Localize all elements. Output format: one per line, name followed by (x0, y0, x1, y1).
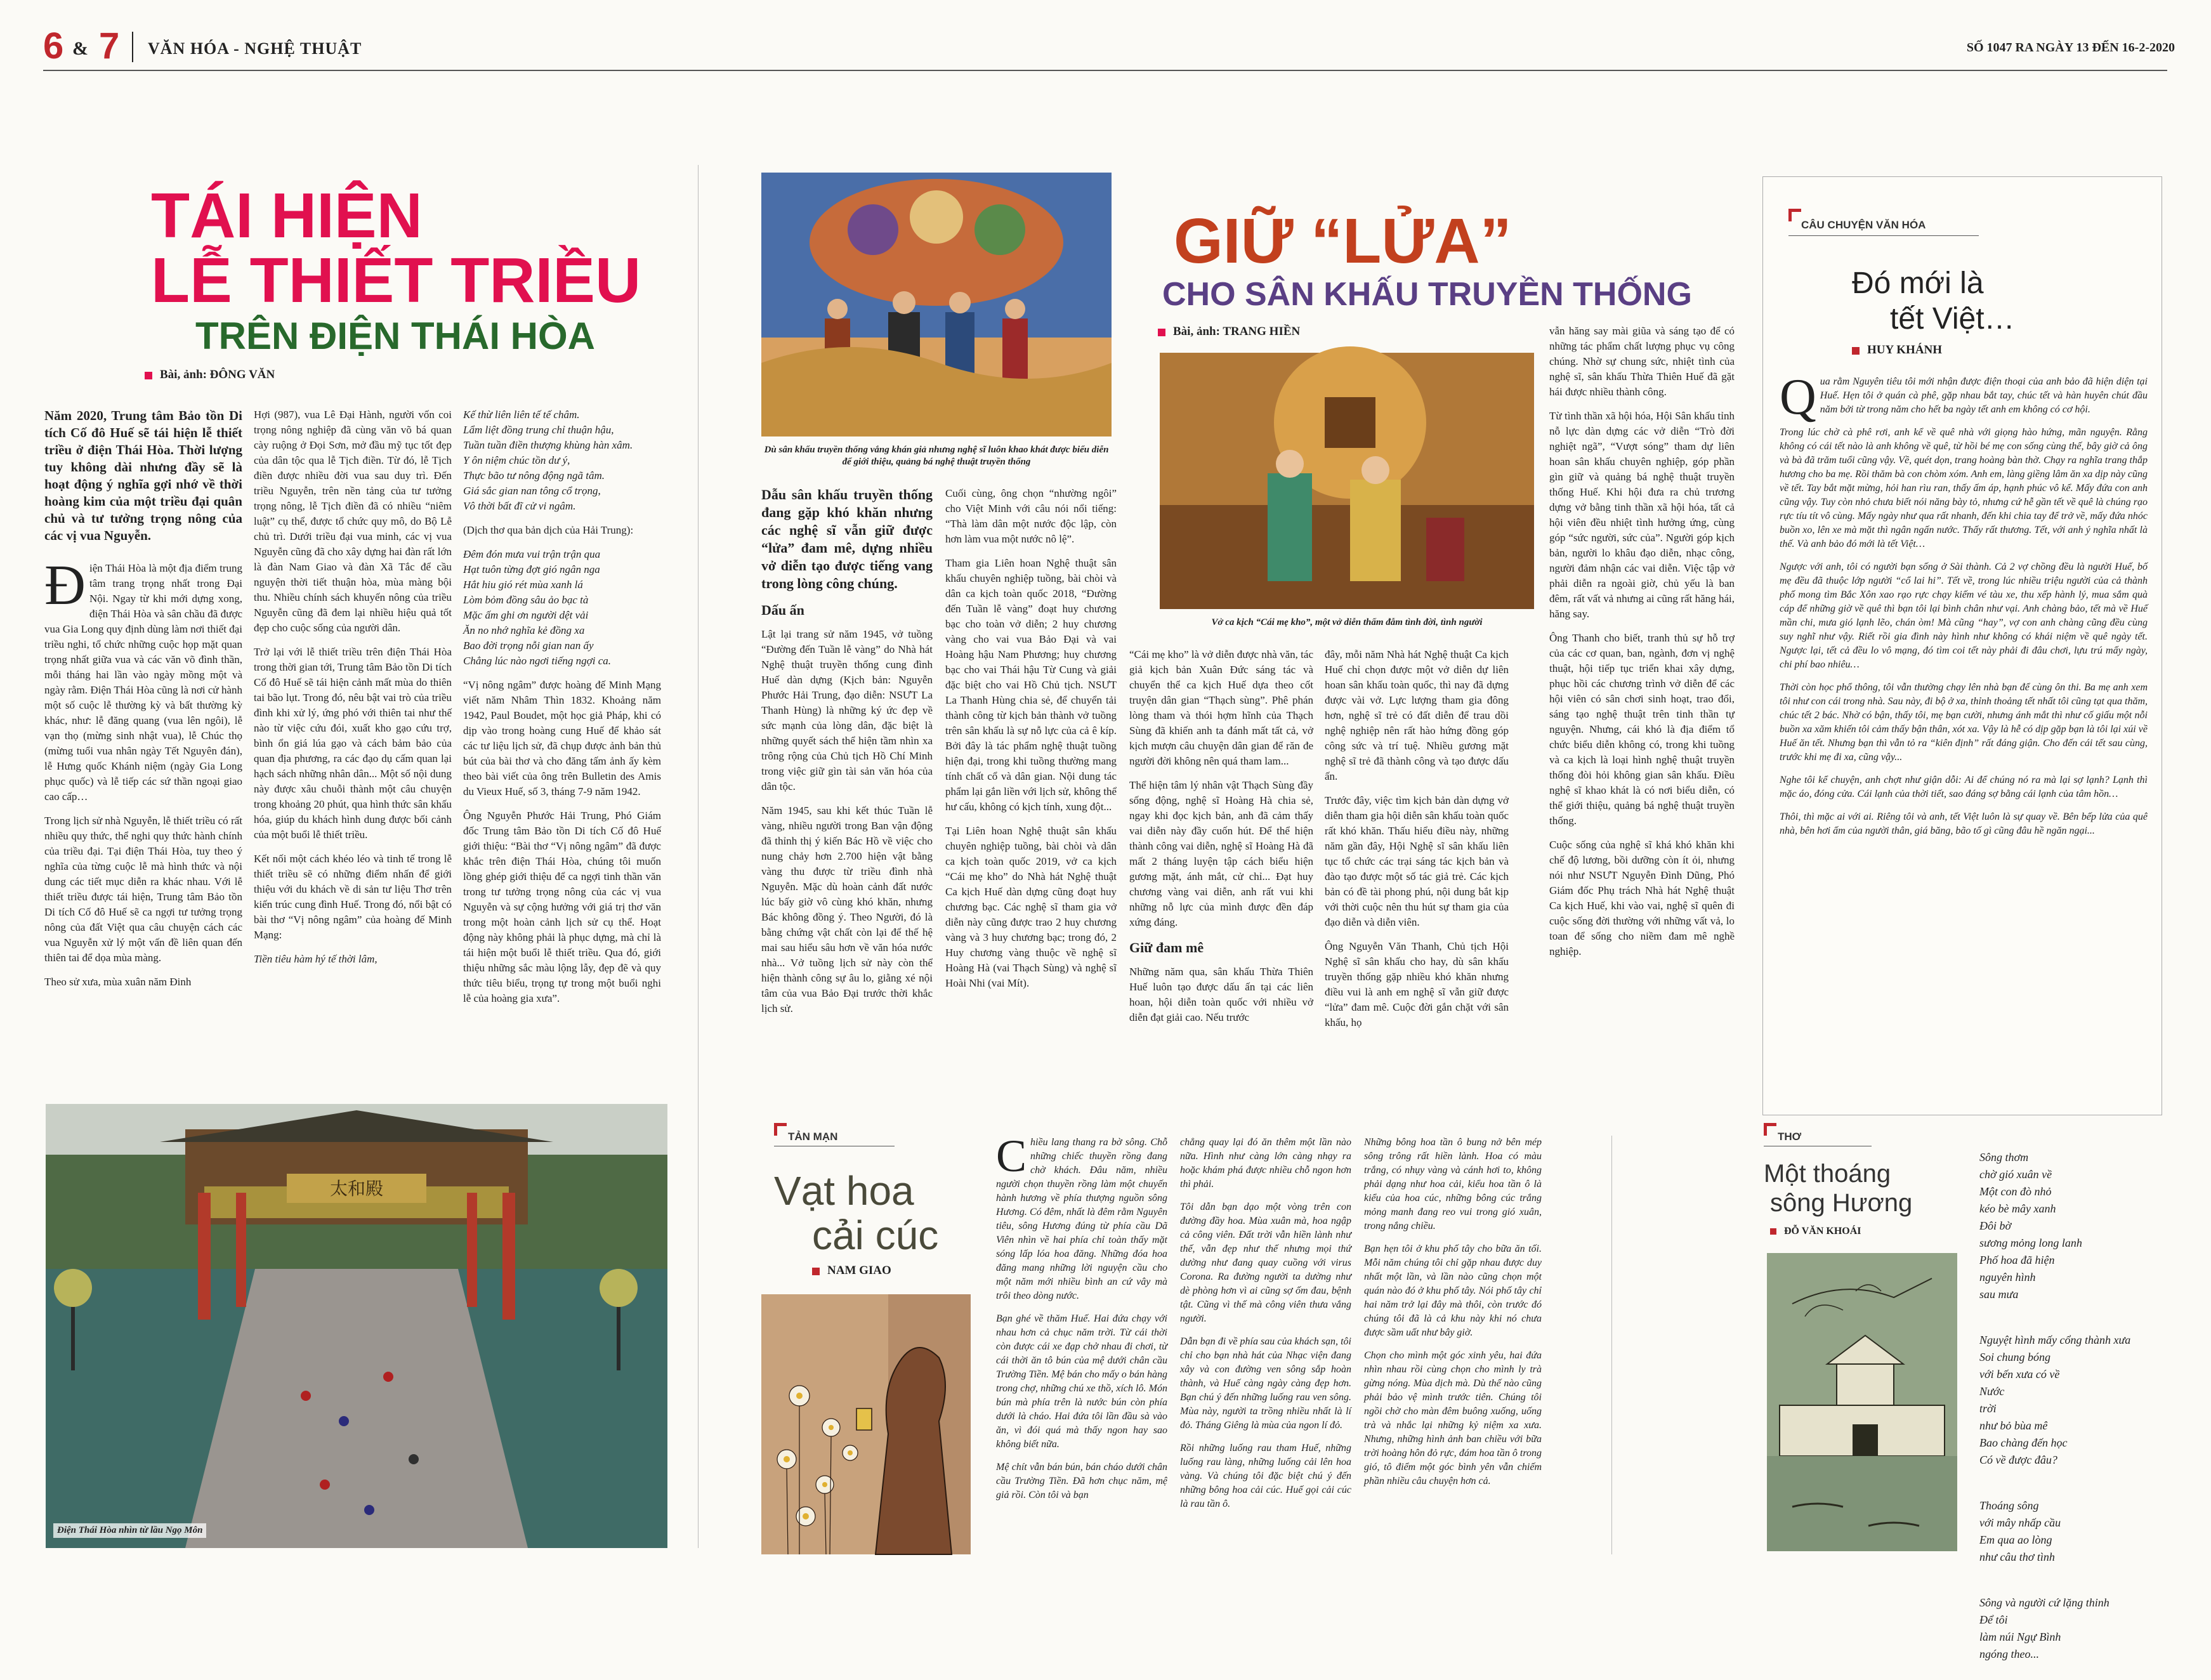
page-number-amp: & (72, 38, 88, 59)
article1-column-2 (254, 407, 452, 976)
article2-column-d (1325, 647, 1509, 1039)
article1-column-1 (44, 407, 242, 999)
page-number-left: 6 (43, 25, 64, 67)
body-paragraph: Tại Liên hoan Nghệ thuật sân khấu chuyên nghiệp tuồng, bài chòi và dân ca kịch toàn quốc 2019, vở ca kịch “Cái mẹ kho” do Nhà hát Nghệ thuật Ca kịch Huế dàn dựng cũng đoạt huy chương bạc. Các nghệ sĩ tham gia vở diễn này cũng được trao 2 huy chương vàng và 3 huy chương bạc; trong đó, 2 Huy chương vàng thuộc về nghệ sĩ Hoàng Hà (vai Thạch Sùng) và nghệ sĩ Hoài Nhi (vai Mít). (945, 825, 1117, 989)
subhead-dau-an: Dấu ấn (761, 602, 804, 618)
article4-title-line1: Vạt hoa (774, 1168, 914, 1214)
body-paragraph: Bạn ghé về thăm Huế. Hai đứa chạy với nhau hơn cả chục năm trời. Từ cái thời còn được cái xe đạp chở nhau đi chơi, từ cái thời ăn tô bún của mệ dưới chân cầu Trường Tiền. Mệ bán cho mấy o bán hàng trong chợ, những chú xe thồ, xích lô. Món bún mà phía trên là nước bún còn phía dưới là cháo. Hai đứa tôi lần đầu sà vào ăn, vì đói quá mà thấy ngon hay sao không biết nữa. (996, 1313, 1167, 1450)
byline-marker (1852, 347, 1860, 355)
body-paragraph: vẫn hăng say mài giũa và sáng tạo để có những tác phẩm chất lượng phục vụ công chúng. Nhờ sự chung sức, nhiệt tình của nghệ sĩ, sân khấu Thừa Thiên Huế đã gặt hái được nhiều thành công. (1549, 325, 1735, 398)
cau-chuyen-van-hoa-box (1762, 176, 2162, 1115)
dropcap: Đ (44, 554, 86, 617)
byline (145, 368, 275, 382)
headline-giu-lua: GIỮ “LỬA” (1174, 206, 1512, 277)
body-paragraph: Tham gia Liên hoan Nghệ thuật sân khấu chuyên nghiệp tuồng, bài chòi và dân ca kịch toàn quốc 2018, “Đường đến Tuần lễ vàng” đoạt huy chương bạc cho toàn vở diễn; 2 huy chương vàng cho vai vua Bảo Đại và vai Hoàng hậu Nam Phương; huy chương bạc cho vai Thái hậu Từ Cung và giải đặc biệt cho vai Hồ Chủ tịch. NSƯT La Thanh Hùng chia sẻ, để chuyển tải thành công từ kịch bản thành vở tuồng trên sân khấu là sự nỗ lực của cả ê kíp. Bởi đây là tác phẩm nghệ thuật tuồng hiện đại, trong khi tuồng thường mang tính chất cổ và dân gian. Nội dung tác phẩm lại gắn liền với lịch sử, không thể hư cấu, không có kịch tính, xung đột... (945, 557, 1117, 813)
headline-line3: TRÊN ĐIỆN THÁI HÒA (195, 315, 595, 357)
article3-title-line2: tết Việt… (1890, 302, 2015, 336)
stage-photo-1 (761, 173, 1112, 436)
poem-line: Tiền tiêu hàm hý tế thời lâm, (254, 953, 377, 965)
body-paragraph: chẳng quay lại đó ăn thêm một lần nào nữa. Hình như càng lớn càng nhạy ra hoặc khám phá được nhiều chỗ ngon hơn thì phải. (1180, 1137, 1351, 1190)
body-paragraph: “Vị nông ngâm” được hoàng đế Minh Mạng viết năm Nhâm Thìn 1832. Khoảng năm 1942, Paul Boudet, một học giả Pháp, khi có dịp vào trong hoàng cung Huế để khảo sát các tư liệu lịch sử, đã chụp được ảnh bản thủ bút của bài thơ và cho đăng tấm ảnh ấy kèm theo bài viết của ông trên Bulletin des Amis du Vieux Huế, số 3, tháng 7-9 năm 1942. (463, 679, 661, 797)
body-paragraph: Chọn cho mình một góc xinh yêu, hai đứa nhìn nhau rồi cùng chọn cho mình ly trà gừng nóng. Mùa dịch mà. Dù thế nào cũng phải bảo vệ mình trước tiên. Chúng tôi ngồi chờ cho màn đêm buông xuống, uống trà và nhắc lại những kỷ niệm xa xưa. Nhưng, những hình ảnh ban chiều với bữa trời hoàng hôn đỏ rực, đám hoa tần ô trong gió, tô điểm một góc bình yên vẫn chiếm phần nhiều câu chuyện hơn cả. (1364, 1350, 1542, 1486)
thai-hoa-illustration (46, 1104, 667, 1548)
poem-stanza-1: Sông thơm chờ gió xuân về Một con đò nhỏ kéo bè mây xanh Đôi bờ sương mỏng long lanh Phố hoa đã hiện nguyên hình sau mưa (1979, 1151, 2082, 1301)
thai-hoa-photo (46, 1104, 667, 1548)
body-paragraph: Lật lại trang sử năm 1945, vở tuồng “Đường đến Tuần lễ vàng” do Nhà hát Nghệ thuật truyền thống cung đình Huế dàn dựng (Kịch bản: Nguyễn Phước Hải Trung, đạo diễn: NSƯT La Thanh Hùng) là những ký ức đẹp về sức mạnh của lòng dân, đặc biệt là những quyết sách thể hiện tầm nhìn xa trông rộng của Chủ tịch Hồ Chí Minh trong việc giữ gìn tài sản văn hóa của dân tộc. (761, 628, 933, 792)
body-paragraph: Dẫn bạn đi về phía sau của khách sạn, tôi chỉ cho bạn nhà hát của Nhạc viện đang xây và con đường ven sông sắp hoàn thành, và Huế càng ngày càng đẹp hơn. Bạn chú ý đến những luống rau ven sông. Mùa này, người ta trồng nhiều nhất là lí đỏ. Tháng Giêng là mùa của ngon lí đỏ. (1180, 1336, 1351, 1431)
byline-marker (812, 1268, 820, 1275)
article3-byline (1852, 343, 1942, 357)
headline-san-khau: CHO SÂN KHẤU TRUYỀN THỐNG (1162, 276, 1692, 313)
body-paragraph: Trở lại với lễ thiết triều trên điện Thái Hòa trong thời gian tới, Trung tâm Bảo tồn Di tích Cố đô Huế sẽ tái hiện cảnh mất mùa do thiên tai bão lụt. Trong đó, nêu bật vai trò của triều đình khi xử lý, ứng phó với thiên tai như thế nào từ việc cứu đói, xuất kho gạo cứu trợ, bình ổn giá lúa gạo và cách bảm bảo của quan địa phương, ra các đạo dụ cấm quan lại hạch sách những nhân dân... Một số nội dung này được xâu chuỗi thành một câu chuyện trong khoảng 20 phút, qua hình thức sân khấu hóa, giúp du khách hình dung được bối cảnh của một buổi lễ thiết triều. (254, 646, 452, 841)
article4-column-1 (996, 1131, 1167, 1511)
stage-photo-2 (1160, 353, 1534, 609)
issue-info: SỐ 1047 RA NGÀY 13 ĐẾN 16-2-2020 (1966, 41, 2175, 55)
byline-text: NAM GIAO (827, 1264, 891, 1277)
column-divider (1611, 1136, 1612, 1554)
byline-marker (1770, 1228, 1776, 1235)
article-mot-thoang-song-huong (1624, 1123, 2182, 1660)
stage-illustration-2 (1160, 353, 1534, 609)
page-header (43, 19, 2175, 70)
article-thiet-trieu (43, 76, 716, 1567)
photo-caption: Điện Thái Hòa nhìn từ lầu Ngọ Môn (53, 1523, 206, 1538)
stage-illustration-1 (761, 173, 1112, 436)
article5-byline (1770, 1226, 1861, 1237)
body-paragraph: iện Thái Hòa là một địa điểm trung tâm trang trọng nhất trong Đại Nội. Ngay từ khi mới dựng xong, điện Thái Hòa và sân chầu đã được vua Gia Long quy định dùng làm nơi thiết đại triều nghi, tổ chức những cuộc họp mặt quan trọng nhất giữa vua và các văn võ đình thần, mỗi tháng hai lần vào ngày mồng một và ngày rằm. Điện Thái Hòa cũng là nơi cử hành một số cuộc lễ thường kỳ và bất thường kỳ khác, như: lễ đăng quang (vua lên ngôi), lễ vạn thọ (mừng sinh nhật vua), lễ Chúc thọ (mừng tuổi vua nhân ngày Tết Nguyên đán), lễ Hưng quốc Khánh niệm (ngày Gia Long phục quốc) và lễ tiếp các sứ thần ngoại giao cao cấp… (44, 562, 242, 803)
body-paragraph: đây, mỗi năm Nhà hát Nghệ thuật Ca kịch Huế chỉ chọn được một vở diễn dự liên hoan sân khấu toàn quốc, thì nay đã dựng được vài vở. Lực lượng tham gia đông hơn, nghệ sĩ trẻ có đất diễn để trau dồi nghệ nghiệp nên rất hào hứng đồng góp công sức và trí tuệ. Nhiều gương mặt nghệ sĩ trẻ đã thành công và tạo được dấu ấn. (1325, 648, 1509, 782)
poem-translation: Đêm đón mưa vui trận trận qua Hạt tuôn từng đợt gió ngân nga Hắt hiu gió rét mùa xanh lá Lòm bỏm đồng sâu ảo bạc tà Mặc ấm ghi ơn người dệt vải Ăn no nhớ nghĩa kẻ đồng xa Bao đời trọng nỗi gian nan ấy Chẳng lúc nào ngơi tiếng ngợi ca. (463, 548, 611, 667)
article4-column-3 (1364, 1136, 1542, 1497)
article-giu-lua (749, 76, 1738, 1104)
body-paragraph: Hợi (987), vua Lê Đại Hành, người vốn coi trọng nông nghiệp đã cùng văn võ bá quan cày ruộng ở Đọi Sơn, mở đầu mỹ tục tốt đẹp của dân tộc qua lễ Tịch điền. Từ đó, lễ Tịch điền được nhiều đời vua sau duy trì. Đến triều Nguyễn, trên nền tảng của tư tưởng trọng nông, lễ Tịch điền đã có nhiều “niêm luật” cụ thể, được tổ chức quy mô, do Bộ Lễ chủ trì. Dưới triều đại vua minh, các vị vua Nguyễn cũng đã cho xây dựng hai đàn rất lớn là đàn Nam Giao và đàn Xã Tắc để cầu nguyện thời tiết thuận hòa, mùa màng bội thu. Nhiều chính sách khuyến nông của triều Nguyễn cũng đã đem lại nhiều hiệu quả tốt đẹp cho cuộc sống của người dân. (254, 409, 452, 634)
subhead-giu-dam-me: Giữ đam mê (1129, 940, 1204, 955)
body-paragraph: Từ tình thần xã hội hóa, Hội Sân khấu tỉnh nỗ lực dàn dựng các vở diễn “Trò đời nghiệt ngã”, “Vượt sóng” tham dự liên hoan sân khấu chuyên nghiệp, góp phần gìn giữ và quảng bá nghệ thuật truyền thống Huế. Khi hội đưa ra chủ trương dựng vở bằng tinh thần xã hội hóa, tất cả hội viên đều nhiệt tình hưởng ứng, cùng góp “sức người, sức của”. Người góp kịch bản, người lo khâu đạo diễn, nhạc công, người đảm nhận các vai diễn. Việc tập vở phải diễn ra ngoài giờ, chủ yếu là ban đêm, rất vất vả nhưng ai cũng rất hăng hái, hăng say. (1549, 410, 1735, 620)
body-paragraph: Cuối cùng, ông chọn “nhường ngôi” cho Việt Minh với câu nói nổi tiếng: “Thà làm dân một nước độc lập, còn hơn làm vua một nước nô lệ”. (945, 487, 1117, 545)
article3-title-line1: Đó mới là (1852, 266, 1984, 300)
body-paragraph: Trong lúc chờ cà phê rơi, anh kể về quê nhà với giọng hào hứng, mãn nguyện. Rằng không có cái tết nào là anh không về quê, từ hồi bé mẹ con sống cùng thế, bây giờ cả ông và bà đã trăm tuổi cũng vậy. Về, quét dọn, trang hoàng bàn thờ. Chạy ra nghĩa trang thắp hương cho ba mẹ. Rồi thăm bà con chòm xóm. Anh em, làng giềng lâm ăn xa dịp này cũng về tết. Tay bắt mặt mừng, hỏi han rìu ran, thấy ấm áp, hạnh phúc vô kể. Mấy đứa con anh cũng vậy. Tuy còn nhỏ chưa biết nói năng bày tỏ, nhưng cứ hễ gần tết về quê là chúng rạo rực tíu tít vô cùng. Mấy ngày như qua rất nhanh, đến khi chia tay để trở về, mấy đứa nhóc buồn xo, lên xe mà mặt thì ngân ngấn nước. Thấy rất thương. Tết, với anh ý nghĩa nhất là thế. Và anh bảo đó mới là tết Việt… (1780, 427, 2148, 549)
body-paragraph: Những bông hoa tần ô bung nở bên mép sông trông rất hiền lành. Hoa có màu trắng, có nhụy vàng và cánh hơi to, không phải dạng như hoa cải, kiểu hoa tần ô là kiểu của hoa cúc, những bông cúc trắng mỏng manh đang reo vui trong gió xuân, trong nắng chiều. (1364, 1137, 1542, 1231)
byline-trang-hien (1158, 325, 1300, 339)
header-rule (43, 70, 2167, 71)
article4-byline (812, 1264, 891, 1278)
citadel-drawing (1767, 1253, 1957, 1551)
body-paragraph: Bạn hẹn tôi ở khu phố tây cho bữa ăn tối. Mỗi năm chúng tôi chỉ gặp nhau được duy nhất một lần, và lần nào cũng chọn một quán nào đó ở khu phố tây. Nói phố tây chỉ hai năm trở lại đây mà thôi, còn trước đó chúng tôi đã là cả khu này khi nó chưa được sầm uất như bây giờ. (1364, 1244, 1542, 1338)
article2-column-b (945, 486, 1117, 1000)
tag-corner-mark (774, 1123, 787, 1136)
article2-column-a (761, 486, 933, 1025)
body-paragraph: Rồi những luống rau tham Huế, những luống rau làng, những luống cải lên hoa vàng. Và chúng tôi đặc biệt chú ý đến những bông hoa cải cúc. Huế gọi cải cúc là rau tần ô. (1180, 1443, 1351, 1509)
photo2-caption: Vở ca kịch “Cái mẹ kho”, một vở diễn thấm đẫm tình đời, tình người (1211, 617, 1483, 627)
tag-underline (1788, 235, 1979, 236)
body-paragraph: ua rằm Nguyên tiêu tôi mới nhận được điện thoại của anh bảo đã hiện diện tại Huế. Hẹn tôi ở quán cà phê, gặp nhau bắt tay, chúc tết và hàn huyên chút đầu năm bởi từ trong năm cho hết ba ngày tết anh em không có cơ hội. (1820, 376, 2148, 415)
body-paragraph: Ngược với anh, tôi có người bạn sống ở Sài thành. Cả 2 vợ chồng đều là người Huế, bố mẹ đều đã thuộc lớp người “cổ lai hi”. Tết về, trong lúc nhiều triệu người của cả thành phố mong tìm Bắc Xôn xao rạo rực chạy kiếm vé tàu xe, thu xếp hành lý, mua sắm quà cáp để những giờ về quê thì bạn tôi lại bình chân như vại. Anh chàng bảo, tết mà về Huế mần chi, mưa gió lạnh lẽo, chán òm! Mà cũng “hay”, vợ con anh chàng cũng đều cùng suy nghĩ như vậy. Riết rồi gia đình này hình như không có khái niệm về quê ngày tết. Ngược lại, tết cả đều lo vô mạng, đó tìm coi tết này phải đi đâu chơi, lựu trú mấy ngày, chi phí bao nhiêu… (1780, 561, 2148, 670)
body-paragraph: Thời còn học phổ thông, tôi vẫn thường chạy lên nhà bạn để cùng ôn thi. Ba mẹ anh xem tôi như con cái trong nhà. Sau này, đi bộ ở xa, thỉnh thoảng tết nhất tôi cũng tạt qua thăm, chúc tết 2 bác. Nhờ có bận, thấy tôi, mẹ bạn cười, nhưng ánh mắt thì như cố giấu một nỗi buồn xa xăm khiến tôi cảm thấy bận thân, xót xa. Vậy là hễ có dịp gặp bạn là tôi lại xúi về Huế ăn tết. Nhưng bạn thì vẫn tỏ ra “kiên định” rất đáng giận. Cho đến cái tết sau cùng, trước khi mẹ đi xa, cũng vậy... (1780, 682, 2148, 763)
body-paragraph: “Cái mẹ kho” là vở diễn được nhà văn, tác giả kịch bản Xuân Đức sáng tác và chuyển thể ca kịch Huế dựa theo cốt truyện dân gian “Thạch sùng”. Phê phán lòng tham và thói hợm hĩnh của Thạch Sùng đã khiến anh ta đánh mất tất cả, vở kịch mượn câu chuyện dân gian để răn đe người đời không nên quá tham lam... (1129, 648, 1313, 767)
poem-body (1979, 1132, 2170, 1680)
article2-column-c (1129, 647, 1313, 1034)
byline-text: HUY KHÁNH (1867, 343, 1943, 357)
tag-corner-mark (1788, 209, 1801, 221)
body-paragraph: Trước đây, việc tìm kịch bản dàn dựng vở diễn tham gia hội diễn sân khấu toàn quốc rất khó khăn. Thấu hiểu điều này, những năm gần đây, Hội Nghệ sĩ sân khấu liên tục tổ chức các trại sáng tác kịch bản và đào tạo được một số tác giả trẻ. Các kịch bản có đề tài phong phú, nội dung bắt kịp với thời cuộc nên thu hút sự tham gia của đạo diễn và diễn viên. (1325, 794, 1509, 928)
poem-stanza-3: Thoáng sông với mây nhấp cầu Em qua ao lòng như câu thơ tình (1979, 1499, 2061, 1563)
flower-girl-drawing (761, 1294, 971, 1554)
body-paragraph: Nghe tôi kể chuyện, anh chợt như giận dỗi: Ai để chúng nó ra mà lại sợ lạnh? Lạnh thì mặc áo, đóng cửa. Cái lạnh của thời tiết, sao đáng sợ bằng cái lạnh của tâm hồn… (1780, 775, 2148, 799)
byline-text: ĐỖ VĂN KHOÁI (1784, 1226, 1861, 1237)
article5-title-line2: sông Hương (1770, 1189, 1913, 1217)
body-paragraph: Thể hiện tâm lý nhân vật Thạch Sùng đầy sống động, nghệ sĩ Hoàng Hà chia sẻ, ngay khi đọc kịch bản, anh đã cảm thấy vai diễn này đầy cuốn hút. Để thể hiện thành công vai diễn, nghệ sĩ Hoàng Hà đã mất 2 tháng luyện tập cách biểu hiện gương mặt, ánh mắt, cử chỉ... Đạt huy chương vàng vai diễn, anh rất vui khi những nỗ lực của mình được đền đáp xứng đáng. (1129, 779, 1313, 928)
body-paragraph: Cuộc sống của nghệ sĩ khá khó khăn khi chế độ lương, bồi dưỡng còn ít ỏi, nhưng nói như NSƯT Nguyễn Đình Dũng, Phó Giám đốc Phụ trách Nhà hát Nghệ thuật Ca kịch Huế, khi vào vai, nghệ sĩ quên đi cuộc sống đời thường với những vất vả, lo toan để sống cho niềm đam mê nghề nghiệp. (1549, 839, 1735, 957)
header-divider (132, 32, 133, 62)
translation-note: (Dịch thơ qua bản dịch của Hải Trung): (463, 524, 634, 536)
gate-sign: 太和殿 (329, 1178, 384, 1199)
page-number-right: 7 (99, 25, 120, 67)
body-paragraph: Ông Nguyễn Phước Hải Trung, Phó Giám đốc Trung tâm Bảo tồn Di tích Cố đô Huế giới thiệu: “Bài thơ “Vị nông ngâm” đã được khắc trên điện Thái Hòa, chúng tôi muốn lồng ghép giới thiệu để ca ngợi tinh thần văn trong tư tưởng trọng nông của các vị vua Nguyễn và sự cộng hưởng với giá trị thơ văn trong một hoàn cảnh lịch sử cụ thể. Hoạt động này không phải là phục dựng, mà chỉ là tái hiện một buổi lễ thiết triều. Qua đó, giới thiệu những sắc màu lộng lẫy, đẹp đẽ và quy thức tiêu biểu, trọng tự trong một buổi nghi lễ của hoàng gia xưa”. (463, 810, 661, 1004)
poem-original: Kế thừ liên liên tế tế châm. Lẩm liệt đồng trung chỉ thuận hậu, Tuần tuần điền thượng khùng hàn xâm. Y ôn niệm chúc tồn dư ý, Thực bão tư nông động ngã tâm. Giá sắc gian nan tông cổ trọng, Vô thời bất đĩ cử vi ngâm. (463, 409, 633, 512)
body-paragraph: Ông Thanh cho biết, tranh thủ sự hỗ trợ của các cơ quan, ban, ngành, đơn vị nghệ thuật, hội tiếp tục triển khai xây dựng, phục hồi các chương trình vở diễn để các hội viên có sân chơi sinh hoạt, trao đổi, sáng tạo nghệ thuật trên tinh thần tự nguyện. Nhưng, cái khó là địa điểm tổ chức biểu diễn không có, trong khi tuồng và ca kịch là loại hình nghệ thuật truyền thống đòi hỏi không gian sân khấu. Điều nghệ sĩ khao khát là có nơi biểu diễn, có thể giới thiệu, quảng bá nghệ thuật truyền thống. (1549, 632, 1735, 827)
lead-paragraph: Dẫu sân khấu truyền thống đang gặp khó khăn nhưng các nghệ sĩ vẫn giữ được “lửa” đam mê, dựng nhiều vở diễn tạo được tiếng vang trong lòng công chúng. (761, 487, 933, 591)
body-paragraph: Theo sử xưa, mùa xuân năm Đinh (44, 976, 192, 988)
body-paragraph: Thôi, thì mặc ai với ai. Riêng tôi và anh, tết Việt luôn là sự quay về. Bên bếp lửa của quê nhà, bên hơi ấm của người thân, giá băng, bão tố gì cũng đâu hề ngăn ngại... (1780, 811, 2148, 836)
body-paragraph: Những năm qua, sân khấu Thừa Thiên Huế luôn tạo được dấu ấn tại các liên hoan, hội diễn toàn quốc với nhiều vở diễn đạt giải cao. Nếu trước (1129, 966, 1313, 1023)
column-divider (698, 165, 699, 1548)
article2-column-e (1549, 324, 1735, 968)
article4-column-2 (1180, 1136, 1351, 1520)
body-paragraph: Mệ chít vẫn bán bún, bán cháo dưới chân cầu Trường Tiền. Đã hơn chục năm, mệ giả rồi. Còn tôi và bạn (996, 1462, 1167, 1500)
section-tag: THƠ (1778, 1131, 1802, 1143)
tag-corner-mark (1764, 1123, 1776, 1136)
body-paragraph: hiều lang thang ra bờ sông. Chỗ những chiếc thuyền rồng đang chờ khách. Đâu năm, nhiều người chọn thuyền rồng làm một chuyến hành hương về phía thượng nguồn sông Hương. Có đêm, nhất là đêm rằm Nguyên tiêu, sông Hương đúng từ phía cầu Dã Viên nhìn về hai phía chỉ toàn thấy mặt sóng lấp lóa hoa đăng. Những đóa hoa đăng mang những lời nguyện cầu cho một năm mới nhiều bình an cứ vây mà trôi theo dòng nước. (996, 1137, 1167, 1301)
article5-title-line1: Một thoáng (1764, 1160, 1891, 1188)
cai-cuc-illustration (761, 1294, 971, 1554)
section-tag: TẢN MẠN (788, 1131, 838, 1143)
byline-text: Bài, ảnh: TRANG HIỀN (1173, 325, 1301, 338)
body-paragraph: Tôi dẫn bạn dạo một vòng trên con đường đầy hoa. Mùa xuân mà, hoa ngập cả công viên. Đất trời vẫn hiền lành như thế, vẫn đẹp như thế nhưng mọi thứ dường như đang quay cuồng với virus Corona. Ra đường người ta dường như dè phòng hơn vì ai cũng sợ ốm đau, bệnh tật. Cũng vì thế mà công viên thưa vắng người. (1180, 1202, 1351, 1324)
citadel-illustration (1767, 1253, 1957, 1551)
photo1-caption: Dù sân khấu truyền thống vắng khán giả nhưng nghệ sĩ luôn khao khát được biểu diễn để giới thiệu, quảng bá nghệ thuật truyền thống (764, 445, 1109, 467)
byline-marker (1158, 329, 1165, 336)
byline-marker (145, 372, 152, 379)
headline-line2: LỄ THIẾT TRIỀU (151, 245, 641, 316)
body-paragraph: Năm 1945, sau khi kết thúc Tuần lễ vàng, nhiều người trong Ban vận động đã thỉnh thị ý kiến Bác Hồ về việc cho nung chảy hơn 2.700 hiện vật bằng vàng thu được từ triều đình nhà Nguyễn. Mặc dù hoàn cảnh đất nước lúc bấy giờ vô cùng khó khăn, nhưng Bác không đồng ý. Theo Người, đó là bằng chứng vật chất còn lại để thế hệ mai sau hiểu sâu hơn về văn hóa nước nhà... Vở tuồng lịch sử này còn thể hiện thành công sự âu lo, giằng xé nội tâm của vua Bảo Đại trước thời khắc lịch sử. (761, 804, 933, 1014)
dropcap: C (996, 1131, 1027, 1181)
body-paragraph: Ông Nguyễn Văn Thanh, Chủ tịch Hội Nghệ sĩ sân khấu cho hay, dù sân khấu truyền thống gặp nhiều khó khăn nhưng điều vui là anh em nghệ sĩ vẫn giữ được “lửa” đam mê. Cuộc đời gắn chặt với sân khấu, họ (1325, 940, 1509, 1028)
lead-paragraph: Năm 2020, Trung tâm Bảo tồn Di tích Cố đô Huế sẽ tái hiện lễ thiết triều ở điện Thái Hòa. Thời lượng tuy không dài nhưng đầy sẽ là hoạt động ý nghĩa gợi nhớ về thời hoàng kim của một triều đại quân chủ và tư tưởng trọng nông của các vị vua Nguyễn. (44, 408, 242, 543)
poem-stanza-2: Nguyệt hình mấy cổng thành xưa Soi chung bóng với bến xưa có về Nước trời như bỏ bùa mê Bao chàng đến học Có về được đâu? (1979, 1334, 2131, 1466)
headline-line1: TÁI HIỆN (151, 180, 423, 251)
article3-body (1780, 369, 2148, 847)
body-paragraph: Kết nối một cách khéo léo và tinh tế trong lễ thiết triều sẽ có những điểm nhấn để giới thiệu với du khách về di sản tư liệu Thơ trên kiến trúc cung đình Huế. Trong đó, nổi bật có bài thơ “Vị nông ngâm” của hoàng đế Minh Mạng: (254, 853, 452, 941)
dropcap: Q (1780, 369, 1816, 425)
section-tag: CÂU CHUYỆN VĂN HÓA (1801, 219, 1926, 231)
article4-title-line2: cải cúc (812, 1212, 939, 1258)
poem-stanza-4: Sông và người cứ lặng thinh Để tôi làm núi Ngự Bình ngóng theo... (1979, 1596, 2109, 1660)
body-paragraph: Trong lịch sử nhà Nguyễn, lễ thiết triều có rất nhiều quy thức, thể nghi quy thức hành chính của triều đại. Tại điện Thái Hòa, tuy theo ý nghĩa của từng cuộc lễ mà hình thức và nội dung các tiết mục diễn ra khác nhau. Với lễ thiết triều được tái hiện, Trung tâm Bảo tồn Di tích Cố đô Huế sẽ ca ngợi tư tưởng trọng nông của đất Việt qua câu chuyện cách các vua Nguyễn xử lý một vấn đề liên quan đến thiên tai để dọa mùa màng. (44, 815, 242, 964)
section-title: VĂN HÓA - NGHỆ THUẬT (148, 39, 362, 58)
article1-column-3 (463, 407, 661, 1015)
byline-text: Bài, ảnh: ĐÔNG VĂN (160, 368, 275, 381)
